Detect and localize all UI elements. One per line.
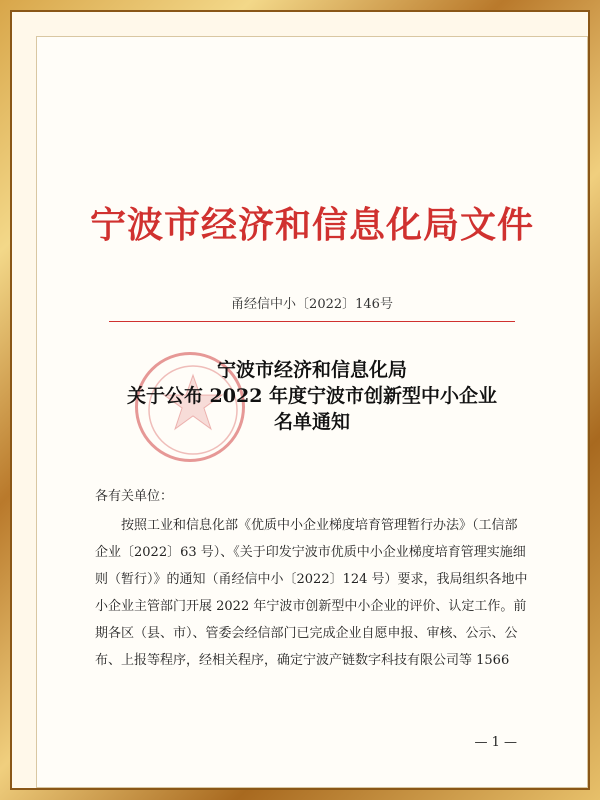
frame-inner-border bbox=[10, 10, 590, 790]
title-line-3: 名单通知 bbox=[273, 411, 350, 433]
addressee: 各有关单位： bbox=[95, 489, 174, 504]
document-page bbox=[36, 36, 588, 788]
body-paragraph: 按照工业和信息化部《优质中小企业梯度培育管理暂行办法》（工信部企业〔2022〕63 号）、《关于印发宁波市优质中小企业梯度培育管理实施细则（暂行）》的通知（甬经信中小〔2022〕124 号）要求，我局组织各地中小企业主管部门开展 2022 年宁波市创新型中小企业的评价、认定工作。前期各区（县、市）、管委会经信部门已完成企业自愿申报、审核、公示、公布、上报等程序，经相关程序，确定宁波产链数字科技有限公司等 1566 bbox=[95, 518, 528, 668]
document-number: 甬经信中小〔2022〕146号 bbox=[231, 297, 393, 312]
title-line-1: 宁波市经济和信息化局 bbox=[216, 359, 407, 381]
title-line-2: 关于公布 2022 年度宁波市创新型中小企业 bbox=[126, 385, 498, 407]
document-title bbox=[37, 357, 587, 435]
page-number: — 1 — bbox=[474, 735, 517, 750]
body-text bbox=[95, 512, 530, 674]
red-separator-line bbox=[109, 321, 515, 322]
document-header: 宁波市经济和信息化局文件 bbox=[89, 204, 534, 246]
